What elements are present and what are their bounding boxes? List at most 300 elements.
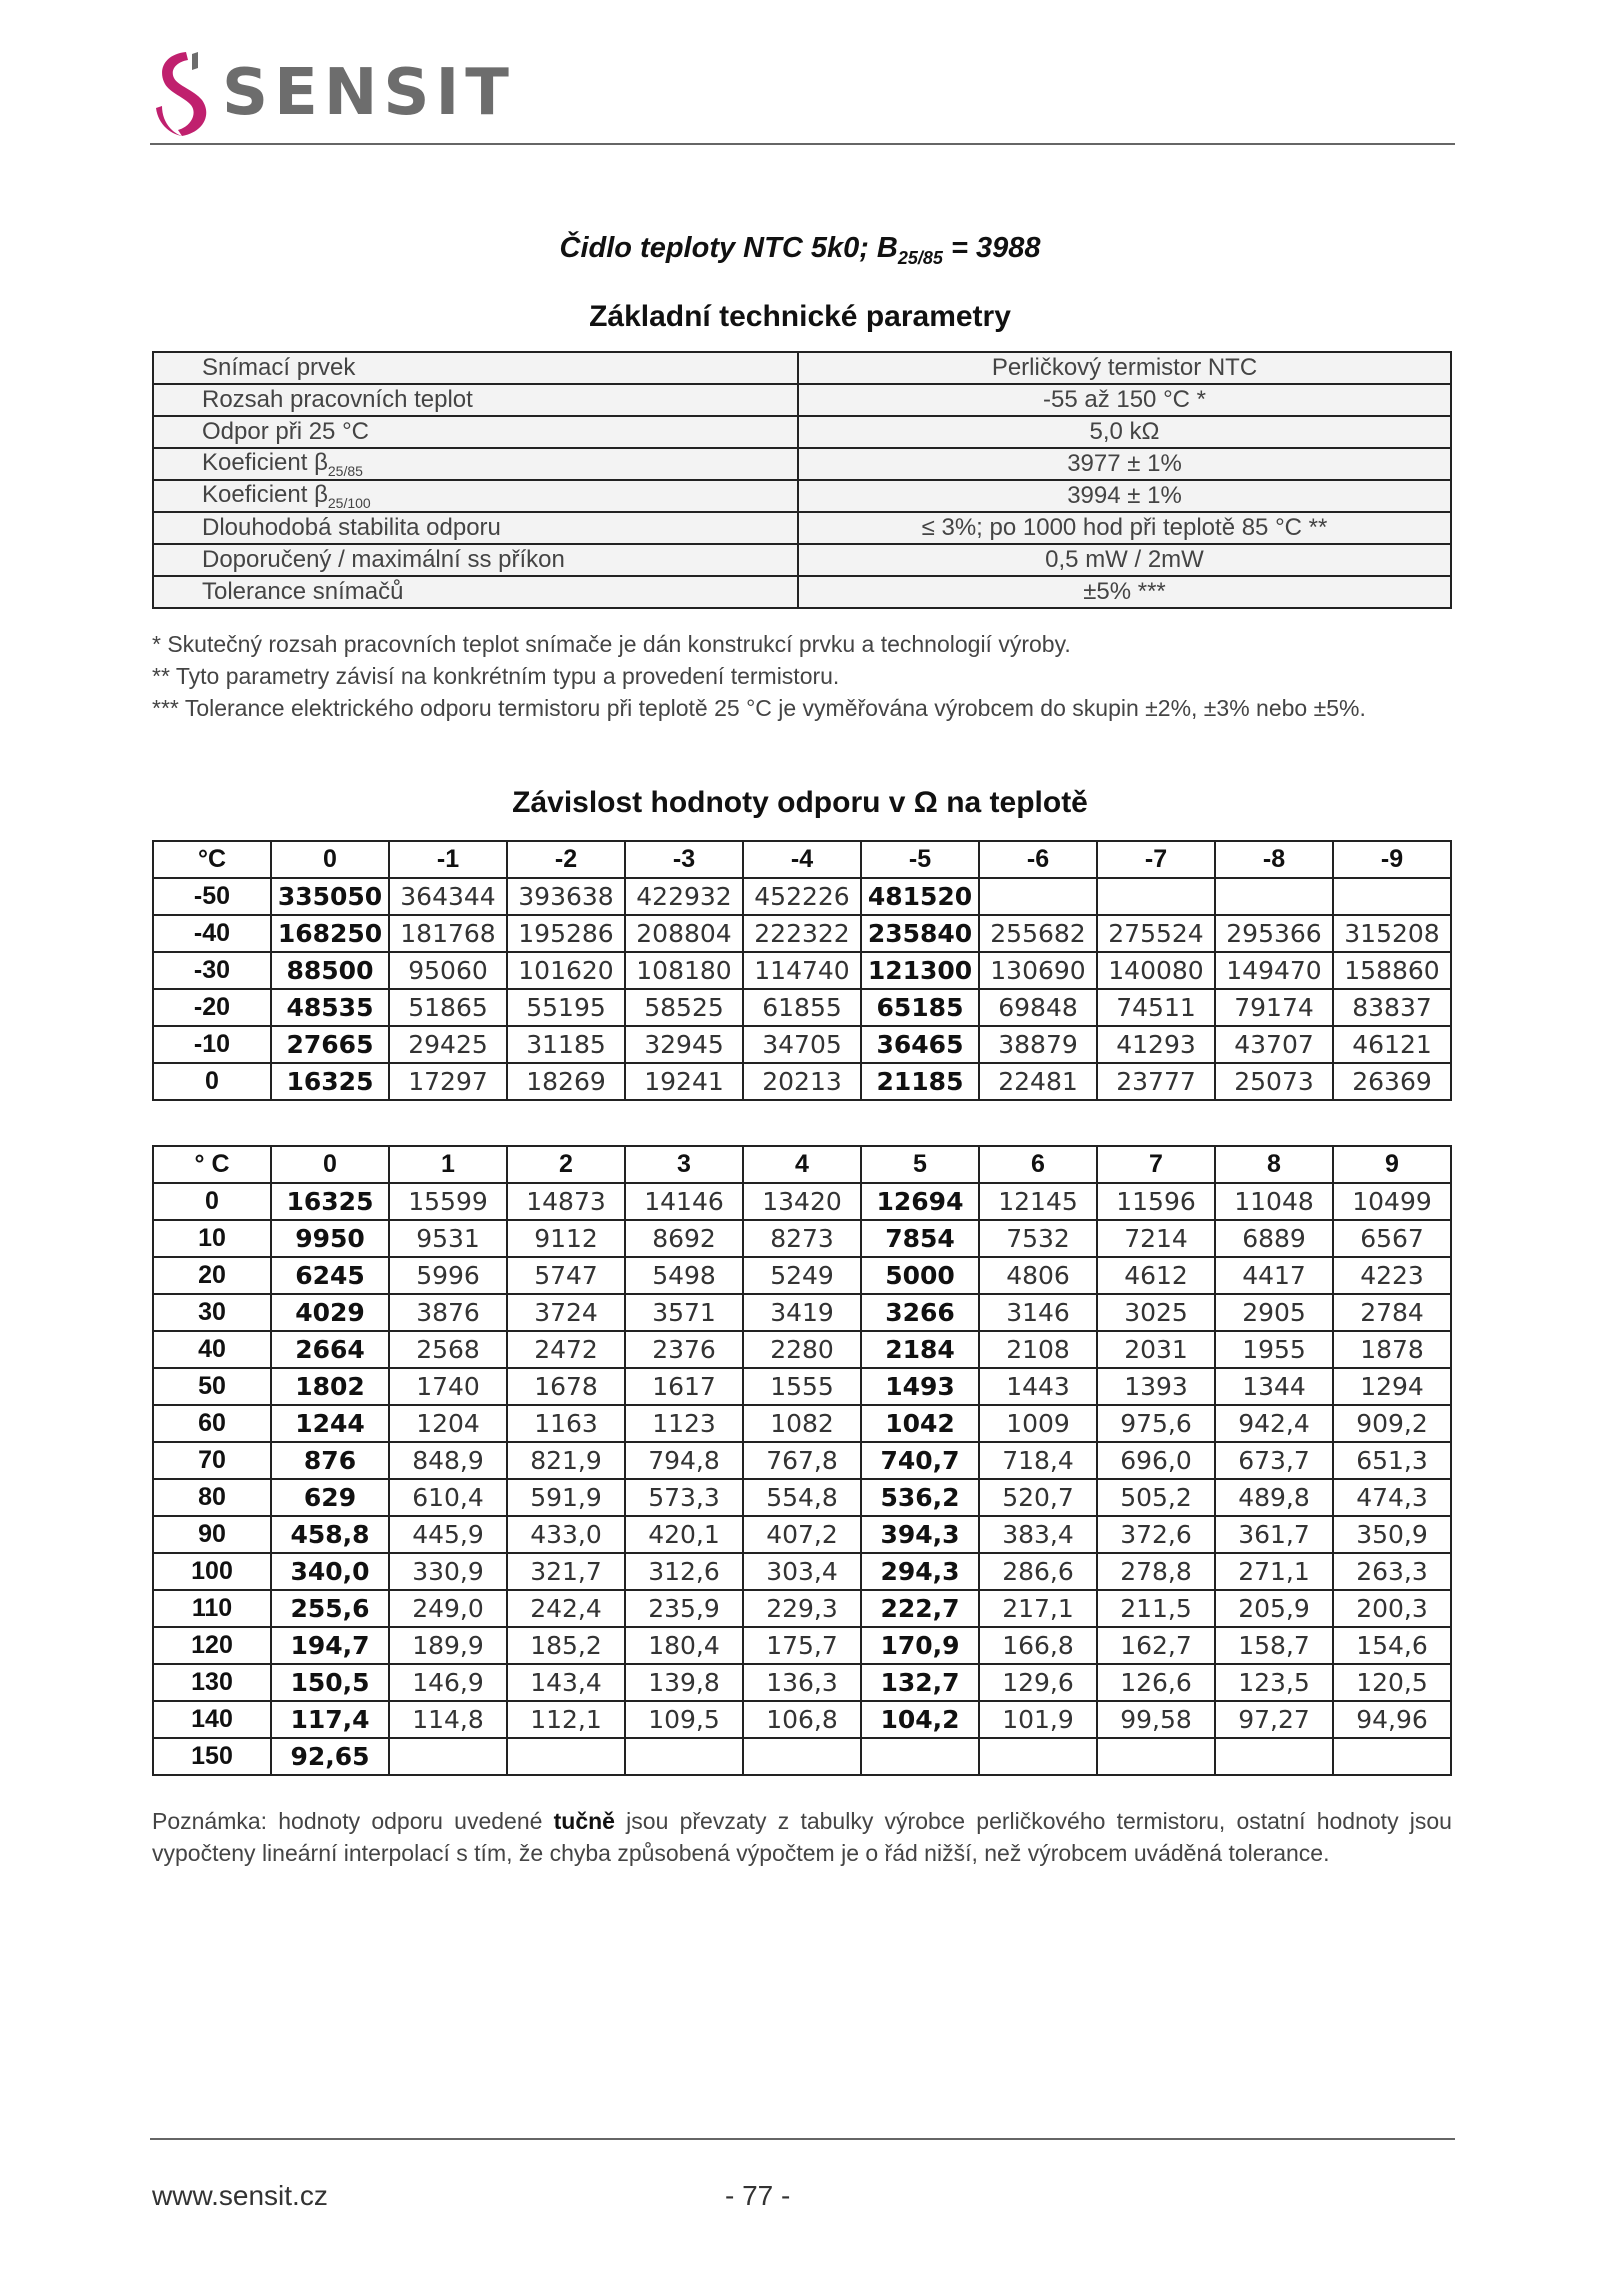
table-cell: 5747 — [507, 1257, 625, 1294]
table-cell: 120,5 — [1333, 1664, 1451, 1701]
params-table — [152, 351, 1452, 609]
table-cell: 114,8 — [389, 1701, 507, 1738]
table-cell: 4612 — [1097, 1257, 1215, 1294]
table-cell: 123,5 — [1215, 1664, 1333, 1701]
table-cell: 8273 — [743, 1220, 861, 1257]
column-header: -7 — [1097, 841, 1215, 878]
table-cell — [979, 878, 1097, 915]
table-cell: 2376 — [625, 1331, 743, 1368]
table-cell: 69848 — [979, 989, 1097, 1026]
table-cell: 4417 — [1215, 1257, 1333, 1294]
sensit-logo — [152, 48, 515, 138]
table-cell: 217,1 — [979, 1590, 1097, 1627]
table-cell: 1393 — [1097, 1368, 1215, 1405]
table-cell: 2280 — [743, 1331, 861, 1368]
table-cell: 1163 — [507, 1405, 625, 1442]
table-row — [153, 878, 1451, 915]
table-cell: 41293 — [1097, 1026, 1215, 1063]
table-cell: 821,9 — [507, 1442, 625, 1479]
table-cell: 673,7 — [1215, 1442, 1333, 1479]
table-cell: 11596 — [1097, 1183, 1215, 1220]
table-row — [153, 1590, 1451, 1627]
row-header: 10 — [153, 1220, 271, 1257]
table-cell: 2664 — [271, 1331, 389, 1368]
table-row — [153, 1220, 1451, 1257]
table-cell: 350,9 — [1333, 1516, 1451, 1553]
table-cell: 79174 — [1215, 989, 1333, 1026]
column-header: -2 — [507, 841, 625, 878]
params-notes — [152, 628, 1452, 724]
table-cell: 2472 — [507, 1331, 625, 1368]
table-cell: 5249 — [743, 1257, 861, 1294]
column-header: -1 — [389, 841, 507, 878]
table-cell: 19241 — [625, 1063, 743, 1100]
table-cell: 12145 — [979, 1183, 1097, 1220]
table-cell: 23777 — [1097, 1063, 1215, 1100]
param-value: -55 až 150 °C * — [798, 384, 1451, 416]
table-cell: 140080 — [1097, 952, 1215, 989]
table-cell: 2108 — [979, 1331, 1097, 1368]
row-header: -30 — [153, 952, 271, 989]
param-label: Odpor při 25 °C — [153, 416, 798, 448]
row-header: 50 — [153, 1368, 271, 1405]
table-cell: 4223 — [1333, 1257, 1451, 1294]
table-row — [153, 1331, 1451, 1368]
table-header-row — [153, 1146, 1451, 1183]
table-cell: 452226 — [743, 878, 861, 915]
table-cell — [1097, 878, 1215, 915]
table-cell: 92,65 — [271, 1738, 389, 1775]
table-cell: 11048 — [1215, 1183, 1333, 1220]
table-cell: 10499 — [1333, 1183, 1451, 1220]
note-3: *** Tolerance elektrického odporu termistoru při teplotě 25 °C je vyměřována výrobcem do skupin ±2%, ±3% nebo ±5%. — [152, 695, 1366, 721]
table-cell: 422932 — [625, 878, 743, 915]
header-rule — [150, 143, 1455, 145]
table-cell: 112,1 — [507, 1701, 625, 1738]
table-row — [153, 1442, 1451, 1479]
column-header: -3 — [625, 841, 743, 878]
table-row — [153, 1026, 1451, 1063]
table-cell — [389, 1738, 507, 1775]
table-cell: 942,4 — [1215, 1405, 1333, 1442]
table-row — [153, 1294, 1451, 1331]
table-row — [153, 1738, 1451, 1775]
table-cell: 393638 — [507, 878, 625, 915]
table-cell: 629 — [271, 1479, 389, 1516]
table-cell: 9531 — [389, 1220, 507, 1257]
table-cell: 383,4 — [979, 1516, 1097, 1553]
column-header: 0 — [271, 841, 389, 878]
table-cell: 195286 — [507, 915, 625, 952]
table-cell: 6245 — [271, 1257, 389, 1294]
table-cell: 1740 — [389, 1368, 507, 1405]
table-cell: 445,9 — [389, 1516, 507, 1553]
table-row — [153, 952, 1451, 989]
table-cell: 143,4 — [507, 1664, 625, 1701]
param-value: Perličkový termistor NTC — [798, 352, 1451, 384]
table-cell: 536,2 — [861, 1479, 979, 1516]
row-header: 0 — [153, 1063, 271, 1100]
table-row — [153, 1627, 1451, 1664]
table-cell: 51865 — [389, 989, 507, 1026]
table-cell: 3266 — [861, 1294, 979, 1331]
note-2: ** Tyto parametry závisí na konkrétním typu a provedení termistoru. — [152, 663, 840, 689]
column-header: ° C — [153, 1146, 271, 1183]
table-cell: 36465 — [861, 1026, 979, 1063]
table-cell: 29425 — [389, 1026, 507, 1063]
table-cell: 1204 — [389, 1405, 507, 1442]
table-cell: 5498 — [625, 1257, 743, 1294]
row-header: -50 — [153, 878, 271, 915]
table-cell: 117,4 — [271, 1701, 389, 1738]
table-row — [153, 1257, 1451, 1294]
table-cell: 458,8 — [271, 1516, 389, 1553]
column-header: 9 — [1333, 1146, 1451, 1183]
table-cell: 194,7 — [271, 1627, 389, 1664]
table-cell: 25073 — [1215, 1063, 1333, 1100]
table-cell: 9112 — [507, 1220, 625, 1257]
row-header: 120 — [153, 1627, 271, 1664]
row-header: 140 — [153, 1701, 271, 1738]
table-cell: 32945 — [625, 1026, 743, 1063]
table-row — [153, 1516, 1451, 1553]
table-cell: 158,7 — [1215, 1627, 1333, 1664]
document-title: Čidlo teploty NTC 5k0; $B_{25/85} = 3988$ — [559, 232, 1041, 268]
table-cell: 876 — [271, 1442, 389, 1479]
table-cell: 271,1 — [1215, 1553, 1333, 1590]
table-cell: 1082 — [743, 1405, 861, 1442]
table-cell: 168250 — [271, 915, 389, 952]
table-cell: 294,3 — [861, 1553, 979, 1590]
table-cell: 26369 — [1333, 1063, 1451, 1100]
param-label: Tolerance snímačů — [153, 576, 798, 608]
table-cell: 1123 — [625, 1405, 743, 1442]
table-cell: 7854 — [861, 1220, 979, 1257]
table-cell: 94,96 — [1333, 1701, 1451, 1738]
table-cell: 129,6 — [979, 1664, 1097, 1701]
column-header: 5 — [861, 1146, 979, 1183]
column-header: -9 — [1333, 841, 1451, 878]
table-cell — [861, 1738, 979, 1775]
row-header: 130 — [153, 1664, 271, 1701]
table-cell: 162,7 — [1097, 1627, 1215, 1664]
table-cell: 315208 — [1333, 915, 1451, 952]
row-header: 110 — [153, 1590, 271, 1627]
table-cell: 31185 — [507, 1026, 625, 1063]
params-row — [153, 512, 1451, 544]
table-cell: 61855 — [743, 989, 861, 1026]
table-cell: 4806 — [979, 1257, 1097, 1294]
table-cell: 16325 — [271, 1183, 389, 1220]
table-cell: 14146 — [625, 1183, 743, 1220]
table-cell: 146,9 — [389, 1664, 507, 1701]
table-cell: 7214 — [1097, 1220, 1215, 1257]
table-cell: 286,6 — [979, 1553, 1097, 1590]
table-cell: 136,3 — [743, 1664, 861, 1701]
table-cell: 74511 — [1097, 989, 1215, 1026]
table-cell: 335050 — [271, 878, 389, 915]
param-label: Doporučený / maximální ss příkon — [153, 544, 798, 576]
table-cell: 158860 — [1333, 952, 1451, 989]
table-cell: 1802 — [271, 1368, 389, 1405]
note-1: * Skutečný rozsah pracovních teplot snímače je dán konstrukcí prvku a technologií výroby. — [152, 631, 1071, 657]
column-header: -6 — [979, 841, 1097, 878]
table-cell: 255,6 — [271, 1590, 389, 1627]
table-cell: 255682 — [979, 915, 1097, 952]
table-cell: 170,9 — [861, 1627, 979, 1664]
table-cell: 16325 — [271, 1063, 389, 1100]
table-cell: 696,0 — [1097, 1442, 1215, 1479]
table-cell: 321,7 — [507, 1553, 625, 1590]
column-header: 2 — [507, 1146, 625, 1183]
row-header: 100 — [153, 1553, 271, 1590]
table-cell: 263,3 — [1333, 1553, 1451, 1590]
table-cell: 1294 — [1333, 1368, 1451, 1405]
table-cell: 433,0 — [507, 1516, 625, 1553]
page-number: - 77 - — [725, 2180, 791, 2211]
table-cell: 222322 — [743, 915, 861, 952]
params-row — [153, 480, 1451, 512]
params-row — [153, 416, 1451, 448]
table-cell: 2184 — [861, 1331, 979, 1368]
table-cell: 591,9 — [507, 1479, 625, 1516]
table-cell: 3876 — [389, 1294, 507, 1331]
table-cell: 130690 — [979, 952, 1097, 989]
table-cell — [1333, 1738, 1451, 1775]
table-cell: 150,5 — [271, 1664, 389, 1701]
table-cell: 407,2 — [743, 1516, 861, 1553]
table-cell: 20213 — [743, 1063, 861, 1100]
table-cell — [507, 1738, 625, 1775]
table-cell: 364344 — [389, 878, 507, 915]
row-header: 70 — [153, 1442, 271, 1479]
table-cell: 8692 — [625, 1220, 743, 1257]
table-cell: 154,6 — [1333, 1627, 1451, 1664]
table-cell: 3146 — [979, 1294, 1097, 1331]
table-cell: 121300 — [861, 952, 979, 989]
table-cell: 99,58 — [1097, 1701, 1215, 1738]
table-cell: 46121 — [1333, 1026, 1451, 1063]
table-cell: 7532 — [979, 1220, 1097, 1257]
table-cell: 1344 — [1215, 1368, 1333, 1405]
table-cell: 481520 — [861, 878, 979, 915]
column-header: 1 — [389, 1146, 507, 1183]
table-cell: 651,3 — [1333, 1442, 1451, 1479]
table-cell: 97,27 — [1215, 1701, 1333, 1738]
table-cell: 554,8 — [743, 1479, 861, 1516]
table-cell: 55195 — [507, 989, 625, 1026]
params-row — [153, 352, 1451, 384]
table-cell: 21185 — [861, 1063, 979, 1100]
table-cell: 6889 — [1215, 1220, 1333, 1257]
resistance-heading: Závislost hodnoty odporu v Ω na teplotě — [512, 786, 1088, 819]
params-heading: Základní technické parametry — [589, 300, 1011, 333]
table-cell: 65185 — [861, 989, 979, 1026]
table-cell: 312,6 — [625, 1553, 743, 1590]
table-cell: 1009 — [979, 1405, 1097, 1442]
table-cell: 1244 — [271, 1405, 389, 1442]
table-cell: 1493 — [861, 1368, 979, 1405]
table-cell: 573,3 — [625, 1479, 743, 1516]
table-cell: 208804 — [625, 915, 743, 952]
table-cell: 15599 — [389, 1183, 507, 1220]
table-cell: 18269 — [507, 1063, 625, 1100]
table-cell: 211,5 — [1097, 1590, 1215, 1627]
table-cell: 58525 — [625, 989, 743, 1026]
column-header: 7 — [1097, 1146, 1215, 1183]
table-cell — [1215, 878, 1333, 915]
table-cell: 2568 — [389, 1331, 507, 1368]
table-cell: 5000 — [861, 1257, 979, 1294]
table-cell: 330,9 — [389, 1553, 507, 1590]
row-header: 90 — [153, 1516, 271, 1553]
row-header: 60 — [153, 1405, 271, 1442]
row-header: 0 — [153, 1183, 271, 1220]
table-cell: 185,2 — [507, 1627, 625, 1664]
table-cell — [625, 1738, 743, 1775]
table-cell: 101620 — [507, 952, 625, 989]
table-cell: 108180 — [625, 952, 743, 989]
row-header: 150 — [153, 1738, 271, 1775]
column-header: 4 — [743, 1146, 861, 1183]
table-cell: 175,7 — [743, 1627, 861, 1664]
table-row — [153, 1368, 1451, 1405]
resistance-table-negative — [152, 840, 1452, 1101]
table-cell — [1215, 1738, 1333, 1775]
table-cell: 12694 — [861, 1183, 979, 1220]
table-row — [153, 1063, 1451, 1100]
column-header: °C — [153, 841, 271, 878]
table-cell: 2784 — [1333, 1294, 1451, 1331]
table-cell: 109,5 — [625, 1701, 743, 1738]
table-cell: 520,7 — [979, 1479, 1097, 1516]
param-value: 5,0 kΩ — [798, 416, 1451, 448]
table-cell: 13420 — [743, 1183, 861, 1220]
param-value: 3994 ± 1% — [798, 480, 1451, 512]
table-row — [153, 1405, 1451, 1442]
table-cell: 132,7 — [861, 1664, 979, 1701]
table-cell: 474,3 — [1333, 1479, 1451, 1516]
table-cell: 235840 — [861, 915, 979, 952]
table-cell: 6567 — [1333, 1220, 1451, 1257]
table-cell: 235,9 — [625, 1590, 743, 1627]
table-cell: 83837 — [1333, 989, 1451, 1026]
table-cell: 2905 — [1215, 1294, 1333, 1331]
table-cell: 229,3 — [743, 1590, 861, 1627]
table-cell: 149470 — [1215, 952, 1333, 989]
table-cell: 205,9 — [1215, 1590, 1333, 1627]
table-cell: 1878 — [1333, 1331, 1451, 1368]
table-footnote: Poznámka: hodnoty odporu uvedené tučně jsou převzaty z tabulky výrobce perličkového termistoru, ostatní hodnoty jsou vypočteny lineární interpolací s tím, že chyba způsobená výpočtem je o řád nižší, než výrobcem uváděná tolerance. — [152, 1808, 1452, 1866]
table-cell: 909,2 — [1333, 1405, 1451, 1442]
table-cell: 34705 — [743, 1026, 861, 1063]
table-cell: 848,9 — [389, 1442, 507, 1479]
table-cell: 340,0 — [271, 1553, 389, 1590]
table-cell: 242,4 — [507, 1590, 625, 1627]
table-cell: 14873 — [507, 1183, 625, 1220]
table-cell: 767,8 — [743, 1442, 861, 1479]
row-header: 40 — [153, 1331, 271, 1368]
resistance-table-positive — [152, 1145, 1452, 1776]
table-cell — [1333, 878, 1451, 915]
param-label: Dlouhodobá stabilita odporu — [153, 512, 798, 544]
table-cell: 361,7 — [1215, 1516, 1333, 1553]
table-cell: 2031 — [1097, 1331, 1215, 1368]
table-row — [153, 989, 1451, 1026]
table-cell: 3724 — [507, 1294, 625, 1331]
params-row — [153, 544, 1451, 576]
table-cell: 610,4 — [389, 1479, 507, 1516]
param-label: Rozsah pracovních teplot — [153, 384, 798, 416]
logo-text: SENSIT — [222, 56, 515, 130]
table-cell — [743, 1738, 861, 1775]
column-header: 8 — [1215, 1146, 1333, 1183]
table-cell: 1555 — [743, 1368, 861, 1405]
table-header-row — [153, 841, 1451, 878]
table-cell: 3025 — [1097, 1294, 1215, 1331]
table-cell: 38879 — [979, 1026, 1097, 1063]
table-cell: 1042 — [861, 1405, 979, 1442]
table-cell: 489,8 — [1215, 1479, 1333, 1516]
table-row — [153, 1664, 1451, 1701]
table-row — [153, 915, 1451, 952]
table-cell: 718,4 — [979, 1442, 1097, 1479]
table-cell: 200,3 — [1333, 1590, 1451, 1627]
footer-rule — [150, 2138, 1455, 2140]
params-row — [153, 576, 1451, 608]
table-cell: 181768 — [389, 915, 507, 952]
table-cell: 180,4 — [625, 1627, 743, 1664]
row-header: 30 — [153, 1294, 271, 1331]
table-cell: 106,8 — [743, 1701, 861, 1738]
table-cell: 420,1 — [625, 1516, 743, 1553]
table-cell: 126,6 — [1097, 1664, 1215, 1701]
column-header: -5 — [861, 841, 979, 878]
table-cell: 222,7 — [861, 1590, 979, 1627]
params-row — [153, 448, 1451, 480]
table-cell: 189,9 — [389, 1627, 507, 1664]
table-cell: 278,8 — [1097, 1553, 1215, 1590]
column-header: 3 — [625, 1146, 743, 1183]
param-label: Koeficient $\beta_{25/85}$ — [153, 448, 798, 480]
param-label: Koeficient $\beta_{25/100}$ — [153, 480, 798, 512]
param-value: ≤ 3%; po 1000 hod při teplotě 85 °C ** — [798, 512, 1451, 544]
table-row — [153, 1183, 1451, 1220]
column-header: 6 — [979, 1146, 1097, 1183]
table-cell: 27665 — [271, 1026, 389, 1063]
table-cell: 303,4 — [743, 1553, 861, 1590]
params-row — [153, 384, 1451, 416]
table-cell: 5996 — [389, 1257, 507, 1294]
table-cell: 295366 — [1215, 915, 1333, 952]
table-cell — [979, 1738, 1097, 1775]
row-header: -40 — [153, 915, 271, 952]
sensit-logo-icon — [152, 48, 214, 138]
footer-website: www.sensit.cz — [152, 2180, 328, 2211]
table-cell — [1097, 1738, 1215, 1775]
table-cell: 95060 — [389, 952, 507, 989]
table-cell: 249,0 — [389, 1590, 507, 1627]
table-cell: 740,7 — [861, 1442, 979, 1479]
param-value: 3977 ± 1% — [798, 448, 1451, 480]
table-cell: 1617 — [625, 1368, 743, 1405]
row-header: 80 — [153, 1479, 271, 1516]
table-cell: 114740 — [743, 952, 861, 989]
table-row — [153, 1553, 1451, 1590]
table-cell: 372,6 — [1097, 1516, 1215, 1553]
table-cell: 3419 — [743, 1294, 861, 1331]
column-header: 0 — [271, 1146, 389, 1183]
